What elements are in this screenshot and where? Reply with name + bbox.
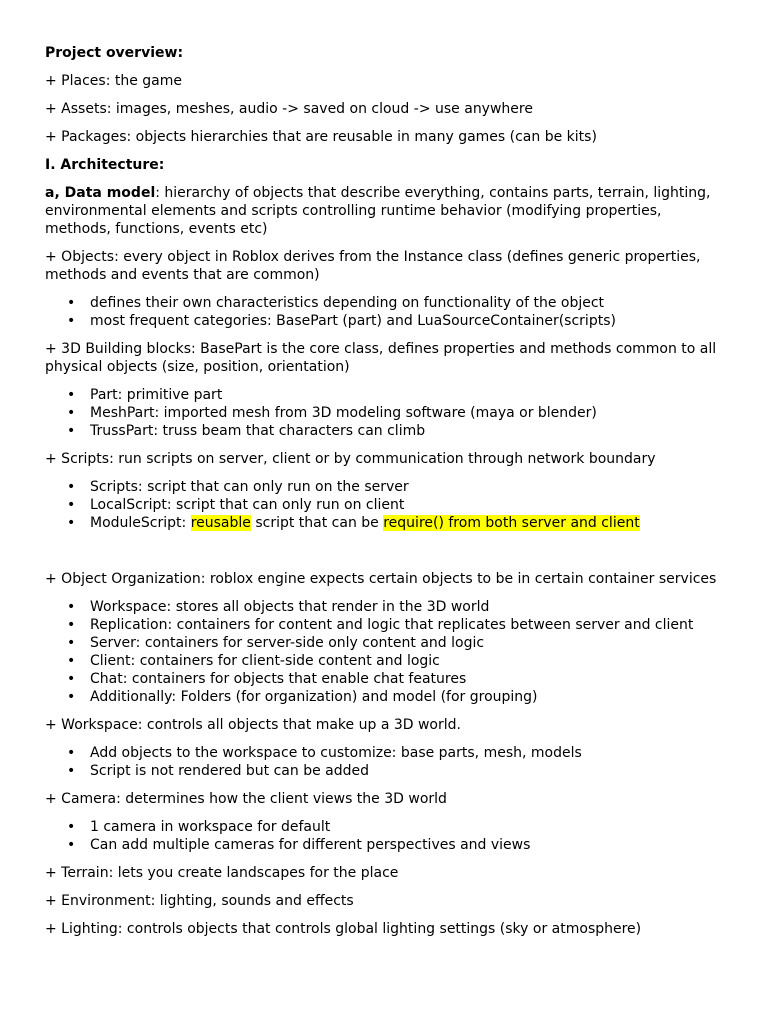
list-item: • MeshPart: imported mesh from 3D modeling software (maya or blender) (90, 404, 730, 422)
line-assets: + Assets: images, meshes, audio -> saved on cloud -> use anywhere (45, 101, 533, 117)
list-scripts (45, 478, 730, 532)
list-item: • Chat: containers for objects that enable chat features (90, 670, 730, 688)
highlight-reusable: reusable (190, 515, 251, 531)
list-item: • Replication: containers for content and logic that replicates between server and client (90, 616, 730, 634)
list-item: • Scripts: script that can only run on the server (90, 478, 730, 496)
list-item: • Part: primitive part (90, 386, 730, 404)
paragraph-objects: + Objects: every object in Roblox derives from the Instance class (defines generic properties, methods and events that are common) (45, 249, 701, 283)
paragraph-data-model (45, 184, 730, 238)
line-lighting: + Lighting: controls objects that controls global lighting settings (sky or atmosphere) (45, 921, 642, 937)
data-model-label: a, Data model (45, 185, 156, 201)
line-places: + Places: the game (45, 73, 183, 89)
blank-spacer (45, 542, 730, 570)
list-item: • Workspace: stores all objects that render in the 3D world (90, 598, 730, 616)
list-item: • Script is not rendered but can be added (90, 762, 730, 780)
paragraph-camera: + Camera: determines how the client views the 3D world (45, 791, 447, 807)
line-packages: + Packages: objects hierarchies that are reusable in many games (can be kits) (45, 129, 597, 145)
list-item: • 1 camera in workspace for default (90, 818, 730, 836)
heading-architecture: I. Architecture: (45, 157, 165, 173)
list-building-blocks (45, 386, 730, 440)
list-objects (45, 294, 730, 330)
list-item: • Add objects to the workspace to customize: base parts, mesh, models (90, 744, 730, 762)
heading-project-overview: Project overview: (45, 45, 184, 61)
line-terrain: + Terrain: lets you create landscapes for the place (45, 865, 399, 881)
list-item: • Can add multiple cameras for different perspectives and views (90, 836, 730, 854)
paragraph-organization: + Object Organization: roblox engine expects certain objects to be in certain container services (45, 571, 717, 587)
list-organization (45, 598, 730, 706)
document-body (45, 44, 730, 948)
list-item: • Client: containers for client-side content and logic (90, 652, 730, 670)
paragraph-scripts: + Scripts: run scripts on server, client or by communication through network boundary (45, 451, 656, 467)
list-item: • Server: containers for server-side only content and logic (90, 634, 730, 652)
list-item: • most frequent categories: BasePart (part) and LuaSourceContainer(scripts) (90, 312, 730, 330)
list-camera (45, 818, 730, 854)
list-item: • LocalScript: script that can only run on client (90, 496, 730, 514)
paragraph-workspace: + Workspace: controls all objects that make up a 3D world. (45, 717, 461, 733)
paragraph-building-blocks: + 3D Building blocks: BasePart is the core class, defines properties and methods common to all physical objects (size, position, orientation) (45, 341, 717, 375)
highlight-require: require() from both server and client (383, 515, 640, 531)
data-model-text: : hierarchy of objects that describe everything, contains parts, terrain, lighting, environmental elements and scripts controlling runtime behavior (modifying properties, methods, functions, events etc) (45, 185, 711, 237)
list-item: • defines their own characteristics depending on functionality of the object (90, 294, 730, 312)
list-item: • Additionally: Folders (for organization) and model (for grouping) (90, 688, 730, 706)
line-environment: + Environment: lighting, sounds and effects (45, 893, 354, 909)
list-item-modulescript: • ModuleScript: reusable script that can be require() from both server and client (90, 514, 730, 532)
list-item: • TrussPart: truss beam that characters can climb (90, 422, 730, 440)
list-workspace (45, 744, 730, 780)
